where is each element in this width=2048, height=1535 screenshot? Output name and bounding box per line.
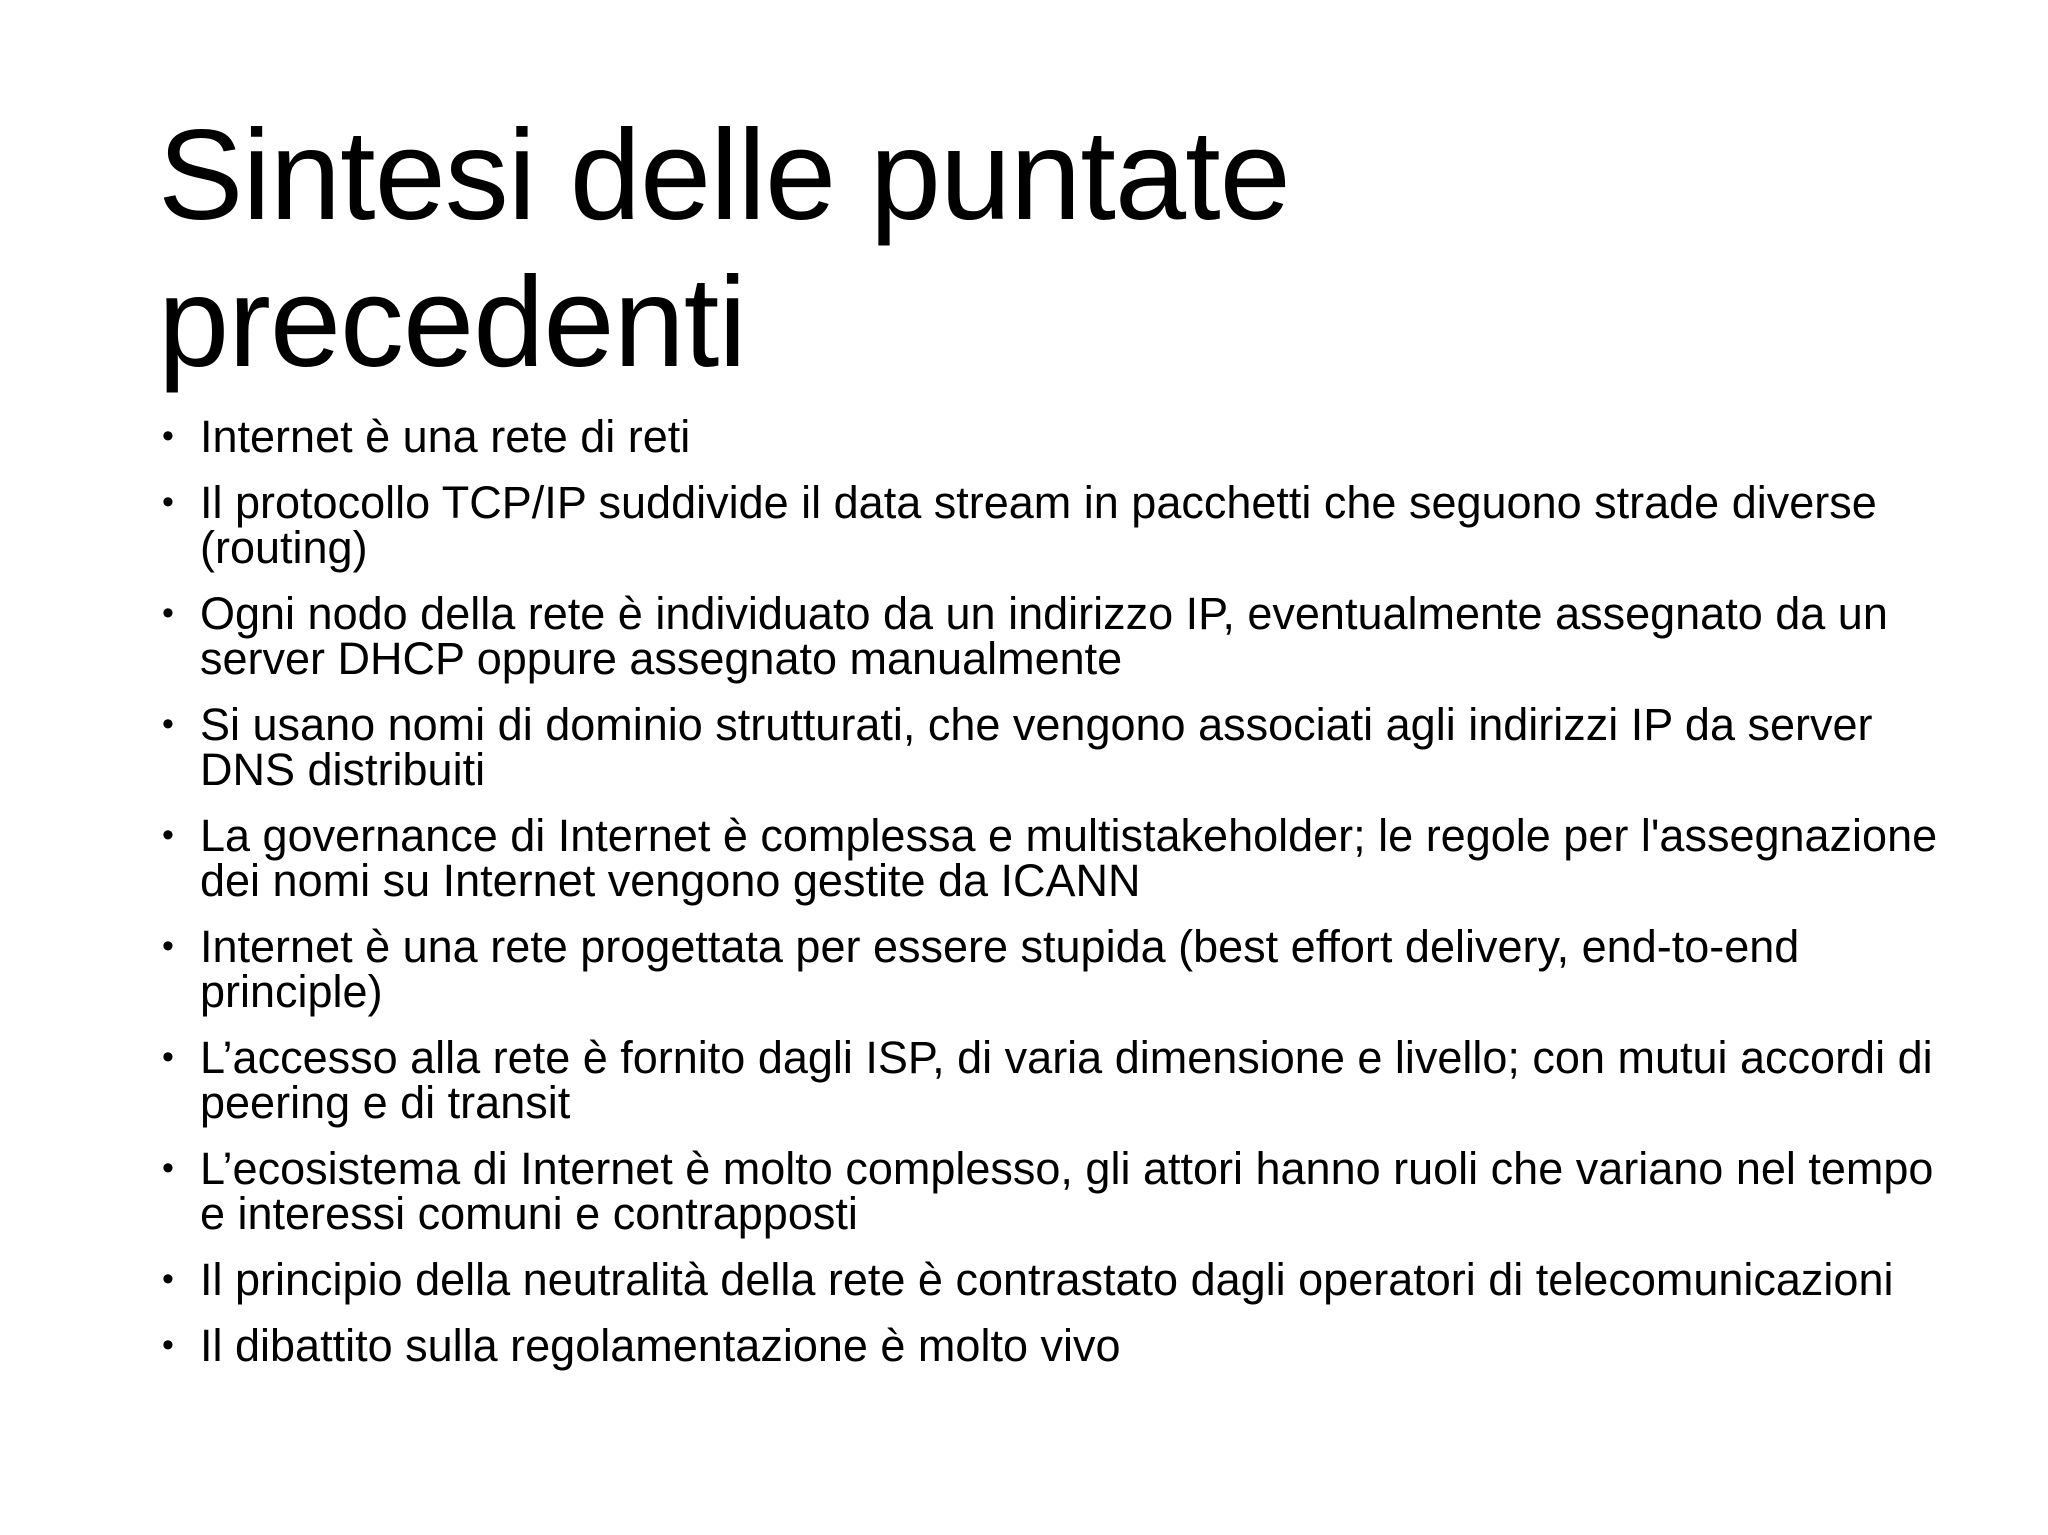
bullet-item (158, 699, 1958, 795)
bullet-dot-icon: • (162, 594, 174, 632)
bullet-item (158, 1032, 1958, 1128)
bullet-item (158, 810, 1958, 906)
bullet-text: L’accesso alla rete è fornito dagli ISP, di varia dimensione e livello; con mutui accordi di peering e di transit (200, 1032, 1933, 1128)
bullet-text: Ogni nodo della rete è individuato da un indirizzo IP, eventualmente assegnato da un server DHCP oppure assegnato manualmente (200, 588, 1888, 684)
bullet-text: Si usano nomi di dominio strutturati, che vengono associati agli indirizzi IP da server DNS distribuiti (200, 699, 1873, 795)
bullet-dot-icon: • (162, 927, 174, 965)
bullet-text: Internet è una rete di reti (200, 411, 691, 462)
bullet-text: Il protocollo TCP/IP suddivide il data stream in pacchetti che seguono strade diverse (routing) (200, 477, 1877, 573)
bullet-text: La governance di Internet è complessa e multistakeholder; le regole per l'assegnazione dei nomi su Internet vengono gestite da ICANN (200, 810, 1938, 906)
bullet-dot-icon: • (162, 417, 174, 455)
bullet-item (158, 1320, 1958, 1371)
bullet-text: L’ecosistema di Internet è molto complesso, gli attori hanno ruoli che variano nel tempo e interessi comuni e contrapposti (200, 1143, 1934, 1239)
bullet-dot-icon: • (162, 1260, 174, 1298)
bullet-list (158, 411, 1958, 1389)
bullet-item (158, 921, 1958, 1017)
bullet-dot-icon: • (162, 483, 174, 521)
bullet-dot-icon: • (162, 705, 174, 743)
bullet-item (158, 411, 1958, 462)
slide-title: Sintesi delle puntate precedenti (158, 104, 1290, 394)
bullet-item (158, 1254, 1958, 1305)
bullet-dot-icon: • (162, 1038, 174, 1076)
bullet-dot-icon: • (162, 1149, 174, 1187)
bullet-item (158, 477, 1958, 573)
bullet-item (158, 1143, 1958, 1239)
bullet-text: Il dibattito sulla regolamentazione è molto vivo (200, 1320, 1121, 1371)
bullet-dot-icon: • (162, 1326, 174, 1364)
bullet-item (158, 588, 1958, 684)
bullet-text: Internet è una rete progettata per essere stupida (best effort delivery, end-to-end principle) (200, 921, 1800, 1017)
bullet-text: Il principio della neutralità della rete è contrastato dagli operatori di telecomunicazioni (200, 1254, 1894, 1305)
bullet-dot-icon: • (162, 816, 174, 854)
